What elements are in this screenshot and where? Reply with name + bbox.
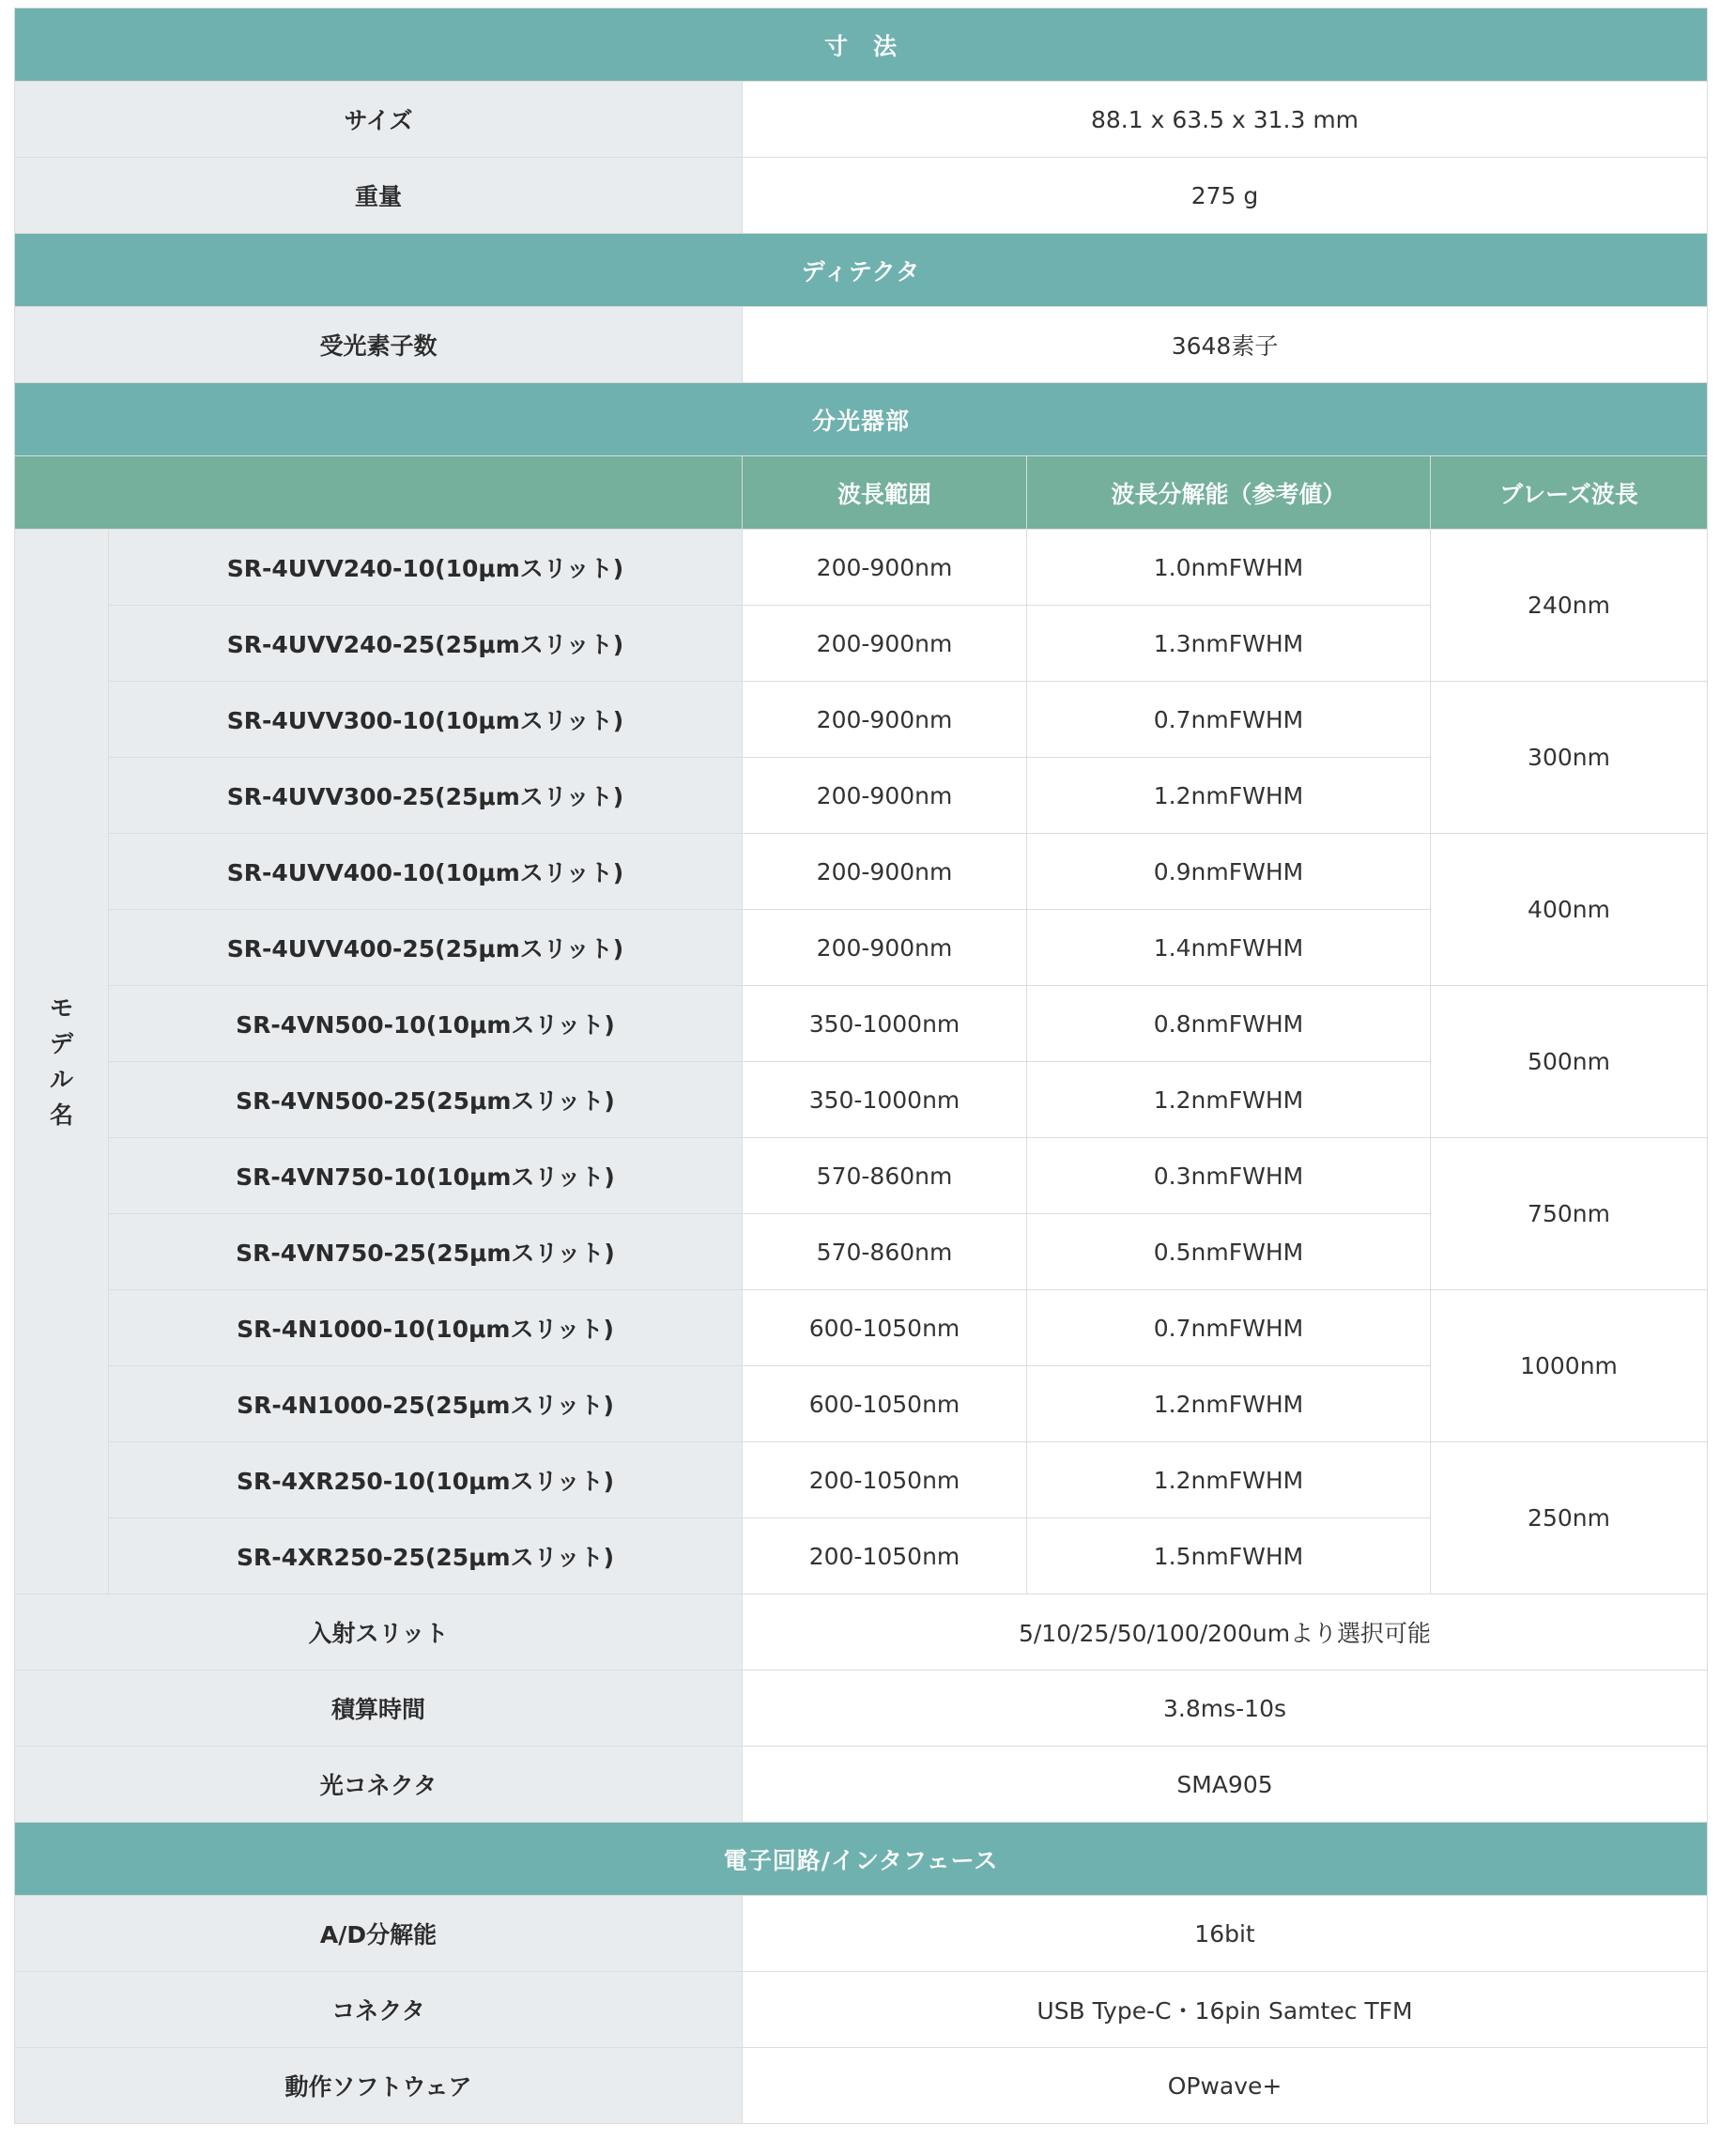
wavelength-resolution: 1.2nmFWHM <box>1027 1442 1431 1518</box>
model-name: SR-4UVV300-25(25μmスリット) <box>109 758 743 834</box>
section-header-electronics <box>15 1823 1708 1896</box>
spec-value: SMA905 <box>743 1747 1708 1823</box>
spec-table <box>14 8 1708 2124</box>
wavelength-range: 350-1000nm <box>743 986 1027 1062</box>
wavelength-resolution: 0.5nmFWHM <box>1027 1214 1431 1290</box>
wavelength-resolution: 0.9nmFWHM <box>1027 834 1431 910</box>
column-header-range: 波長範囲 <box>743 456 1027 530</box>
spec-row <box>15 1594 1708 1671</box>
blaze-wavelength: 250nm <box>1431 1442 1708 1594</box>
spec-value: 16bit <box>743 1896 1708 1972</box>
wavelength-range: 200-900nm <box>743 910 1027 986</box>
wavelength-range: 600-1050nm <box>743 1290 1027 1366</box>
section-header-spectrometer <box>15 383 1708 456</box>
section-title: 寸 法 <box>15 8 1708 82</box>
spec-label: 受光素子数 <box>15 307 743 383</box>
wavelength-resolution: 0.8nmFWHM <box>1027 986 1431 1062</box>
model-name: SR-4N1000-25(25μmスリット) <box>109 1366 743 1442</box>
spec-label: A/D分解能 <box>15 1896 743 1972</box>
model-name: SR-4UVV240-10(10μmスリット) <box>109 530 743 606</box>
spec-value: 3.8ms-10s <box>743 1671 1708 1747</box>
wavelength-resolution: 1.3nmFWHM <box>1027 606 1431 682</box>
wavelength-range: 200-900nm <box>743 606 1027 682</box>
blaze-wavelength: 300nm <box>1431 682 1708 834</box>
model-row <box>15 530 1708 606</box>
spec-row <box>15 1972 1708 2048</box>
spec-label: 積算時間 <box>15 1671 743 1747</box>
spec-value: 5/10/25/50/100/200umより選択可能 <box>743 1594 1708 1671</box>
section-title: 電子回路/インタフェース <box>15 1823 1708 1896</box>
section-title: 分光器部 <box>15 383 1708 456</box>
spec-row <box>15 1671 1708 1747</box>
wavelength-range: 200-900nm <box>743 834 1027 910</box>
column-header-blaze: ブレーズ波長 <box>1431 456 1708 530</box>
wavelength-resolution: 0.3nmFWHM <box>1027 1138 1431 1214</box>
spec-row <box>15 307 1708 383</box>
model-name-label: モデル名 <box>15 530 109 1594</box>
blaze-wavelength: 500nm <box>1431 986 1708 1138</box>
model-name: SR-4XR250-10(10μmスリット) <box>109 1442 743 1518</box>
wavelength-resolution: 0.7nmFWHM <box>1027 682 1431 758</box>
wavelength-range: 200-1050nm <box>743 1518 1027 1594</box>
column-header-resolution: 波長分解能（参考値） <box>1027 456 1431 530</box>
model-name: SR-4UVV400-10(10μmスリット) <box>109 834 743 910</box>
spec-row <box>15 82 1708 158</box>
wavelength-range: 200-900nm <box>743 682 1027 758</box>
spec-label: コネクタ <box>15 1972 743 2048</box>
column-header-row <box>15 456 1708 530</box>
model-row <box>15 1442 1708 1518</box>
spec-label: 光コネクタ <box>15 1747 743 1823</box>
model-name: SR-4UVV300-10(10μmスリット) <box>109 682 743 758</box>
spec-value: 275 g <box>743 158 1708 234</box>
spec-label: 重量 <box>15 158 743 234</box>
wavelength-range: 200-900nm <box>743 758 1027 834</box>
model-row <box>15 834 1708 910</box>
spec-label: 入射スリット <box>15 1594 743 1671</box>
spec-label: サイズ <box>15 82 743 158</box>
model-name: SR-4UVV400-25(25μmスリット) <box>109 910 743 986</box>
wavelength-range: 570-860nm <box>743 1138 1027 1214</box>
wavelength-resolution: 1.4nmFWHM <box>1027 910 1431 986</box>
model-name: SR-4VN500-10(10μmスリット) <box>109 986 743 1062</box>
wavelength-range: 600-1050nm <box>743 1366 1027 1442</box>
section-title: ディテクタ <box>15 234 1708 307</box>
wavelength-range: 570-860nm <box>743 1214 1027 1290</box>
blaze-wavelength: 1000nm <box>1431 1290 1708 1442</box>
wavelength-resolution: 0.7nmFWHM <box>1027 1290 1431 1366</box>
wavelength-range: 200-1050nm <box>743 1442 1027 1518</box>
model-name: SR-4VN750-25(25μmスリット) <box>109 1214 743 1290</box>
wavelength-resolution: 1.2nmFWHM <box>1027 758 1431 834</box>
spec-row <box>15 2048 1708 2124</box>
spec-value: USB Type-C・16pin Samtec TFM <box>743 1972 1708 2048</box>
model-row <box>15 682 1708 758</box>
model-name: SR-4N1000-10(10μmスリット) <box>109 1290 743 1366</box>
wavelength-range: 200-900nm <box>743 530 1027 606</box>
spec-value: OPwave+ <box>743 2048 1708 2124</box>
model-name: SR-4VN750-10(10μmスリット) <box>109 1138 743 1214</box>
model-row <box>15 1290 1708 1366</box>
wavelength-resolution: 1.2nmFWHM <box>1027 1366 1431 1442</box>
column-header-blank <box>15 456 743 530</box>
spec-label: 動作ソフトウェア <box>15 2048 743 2124</box>
model-name: SR-4UVV240-25(25μmスリット) <box>109 606 743 682</box>
wavelength-resolution: 1.0nmFWHM <box>1027 530 1431 606</box>
wavelength-range: 350-1000nm <box>743 1062 1027 1138</box>
model-row <box>15 986 1708 1062</box>
wavelength-resolution: 1.5nmFWHM <box>1027 1518 1431 1594</box>
blaze-wavelength: 750nm <box>1431 1138 1708 1290</box>
wavelength-resolution: 1.2nmFWHM <box>1027 1062 1431 1138</box>
model-row <box>15 1138 1708 1214</box>
spec-value: 3648素子 <box>743 307 1708 383</box>
blaze-wavelength: 240nm <box>1431 530 1708 682</box>
spec-row <box>15 158 1708 234</box>
spec-value: 88.1 x 63.5 x 31.3 mm <box>743 82 1708 158</box>
model-name: SR-4XR250-25(25μmスリット) <box>109 1518 743 1594</box>
section-header-dimensions <box>15 8 1708 82</box>
blaze-wavelength: 400nm <box>1431 834 1708 986</box>
spec-row <box>15 1747 1708 1823</box>
section-header-detector <box>15 234 1708 307</box>
spec-row <box>15 1896 1708 1972</box>
model-name: SR-4VN500-25(25μmスリット) <box>109 1062 743 1138</box>
